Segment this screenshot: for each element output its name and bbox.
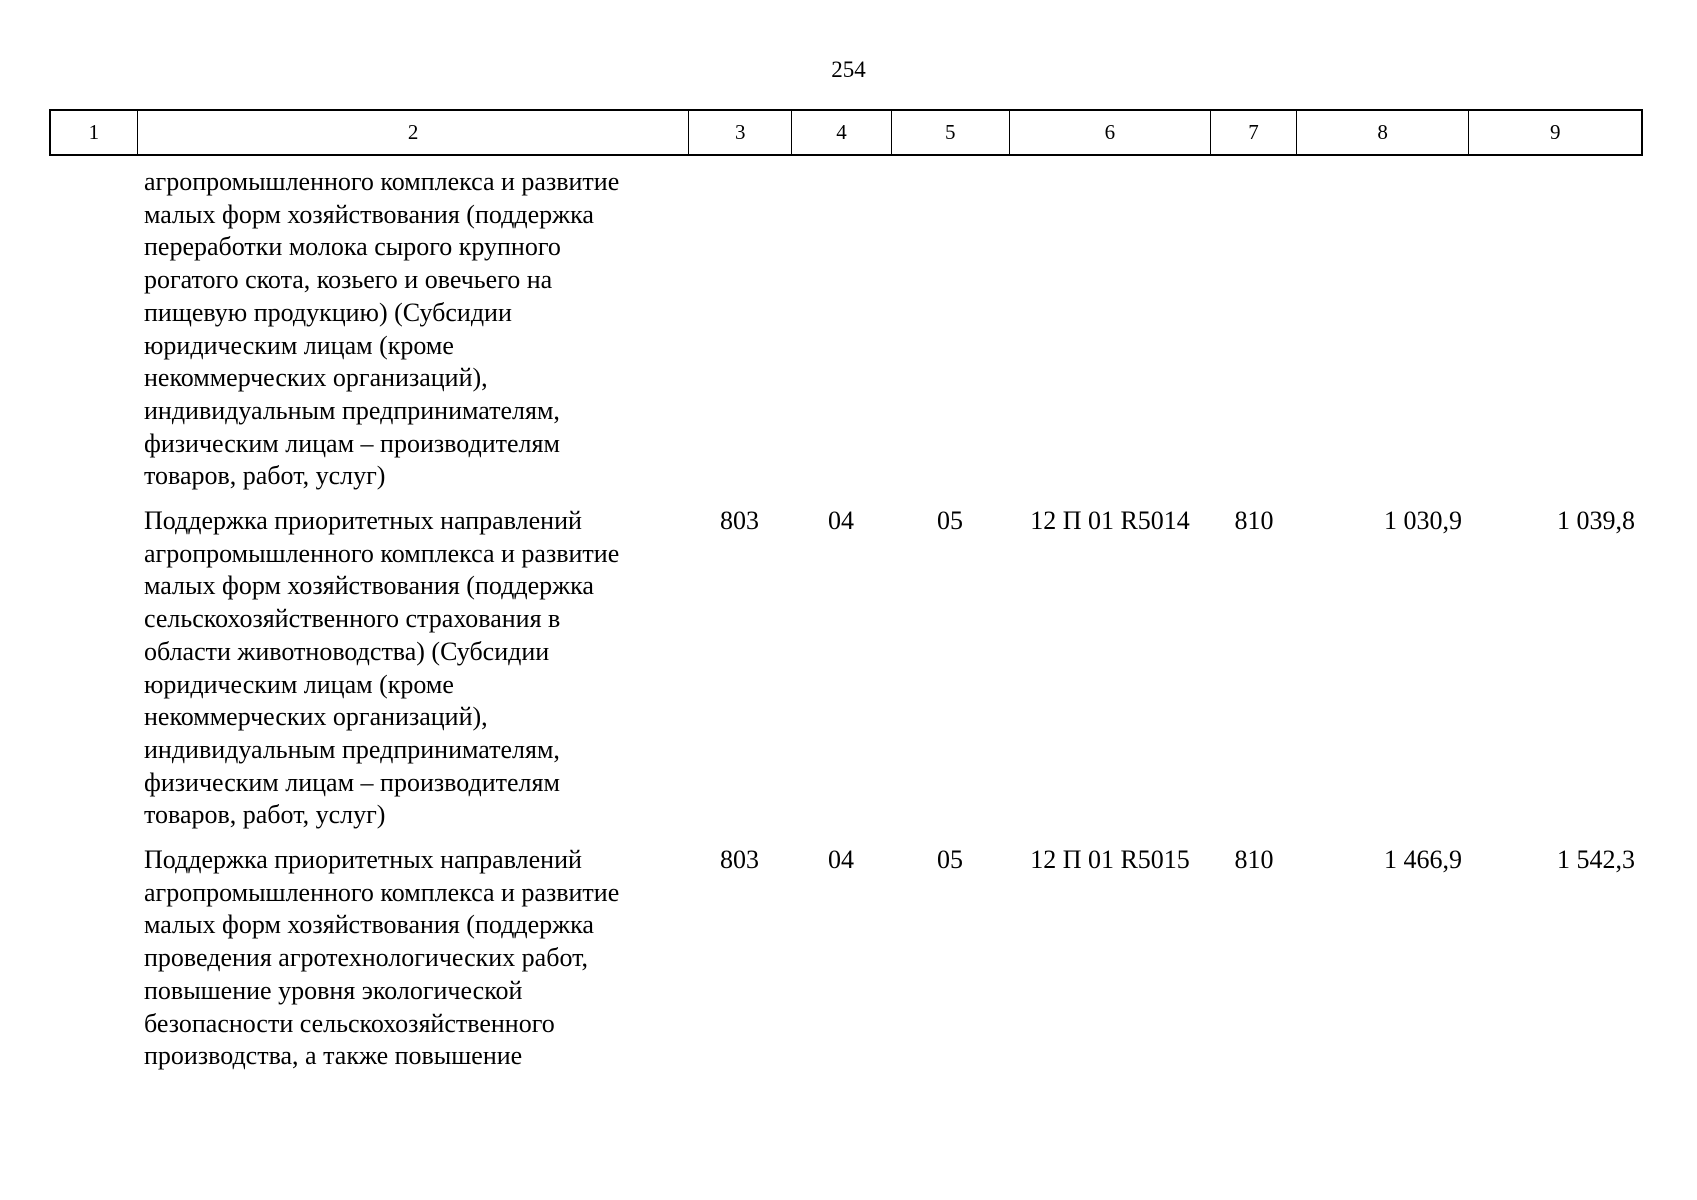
- row-col3: 803: [720, 506, 759, 536]
- row-col4: 04: [828, 506, 854, 536]
- header-col-6: 6: [1009, 111, 1211, 154]
- row-col5: 05: [937, 506, 963, 536]
- table-row: [49, 166, 1643, 493]
- row-col7: 810: [1234, 506, 1274, 536]
- table-body: [49, 166, 1643, 1073]
- row-col7: 810: [1234, 845, 1274, 875]
- row-col3: 803: [720, 845, 759, 875]
- row-col4: 04: [828, 845, 854, 875]
- row-description: агропромышленного комплекса и развитие малых форм хозяйствования (поддержка переработки молока сырого крупного рогатого скота, козьего и овечьего на пищевую продукцию) (Субсидии юридическим лицам (кроме некоммерческих организаций), индивидуальным предпринимателям, физическим лицам – производителям товаров, работ, услуг): [144, 167, 620, 491]
- table-row: [49, 505, 1643, 832]
- header-col-3: 3: [688, 111, 791, 154]
- table-row: [49, 844, 1643, 1073]
- table-header: [49, 109, 1643, 156]
- row-col4: [791, 166, 891, 493]
- row-col3: [688, 166, 791, 493]
- row-col8: 1 030,9: [1384, 506, 1462, 536]
- header-col-7: 7: [1210, 111, 1296, 154]
- row-description: Поддержка приоритетных направлений агропромышленного комплекса и развитие малых форм хозяйствования (поддержка проведения агротехнологических работ, повышение уровня экологической безопасности сельскохозяйственного производства, а также повышение: [144, 845, 620, 1071]
- row-col6: [1009, 166, 1211, 493]
- row-col8: 1 466,9: [1384, 845, 1462, 875]
- row-col9: 1 039,8: [1557, 506, 1635, 536]
- row-col7: [1211, 166, 1297, 493]
- header-col-9: 9: [1468, 111, 1641, 154]
- row-col8: [1297, 166, 1470, 493]
- row-col9: 1 542,3: [1557, 845, 1635, 875]
- row-col9: [1470, 166, 1643, 493]
- header-col-4: 4: [791, 111, 891, 154]
- row-description: Поддержка приоритетных направлений агропромышленного комплекса и развитие малых форм хозяйствования (поддержка сельскохозяйственного страхования в области животноводства) (Субсидии юридическим лицам (кроме некоммерческих организаций), индивидуальным предпринимателям, физическим лицам – производителям товаров, работ, услуг): [144, 506, 620, 830]
- header-col-8: 8: [1296, 111, 1469, 154]
- header-col-2: 2: [137, 111, 689, 154]
- page-number: 254: [831, 57, 866, 82]
- row-col6: 12 П 01 R5015: [1030, 845, 1190, 875]
- header-col-5: 5: [891, 111, 1009, 154]
- row-col5: [891, 166, 1009, 493]
- row-col6: 12 П 01 R5014: [1030, 506, 1190, 536]
- header-col-1: 1: [88, 120, 100, 144]
- row-col5: 05: [937, 845, 963, 875]
